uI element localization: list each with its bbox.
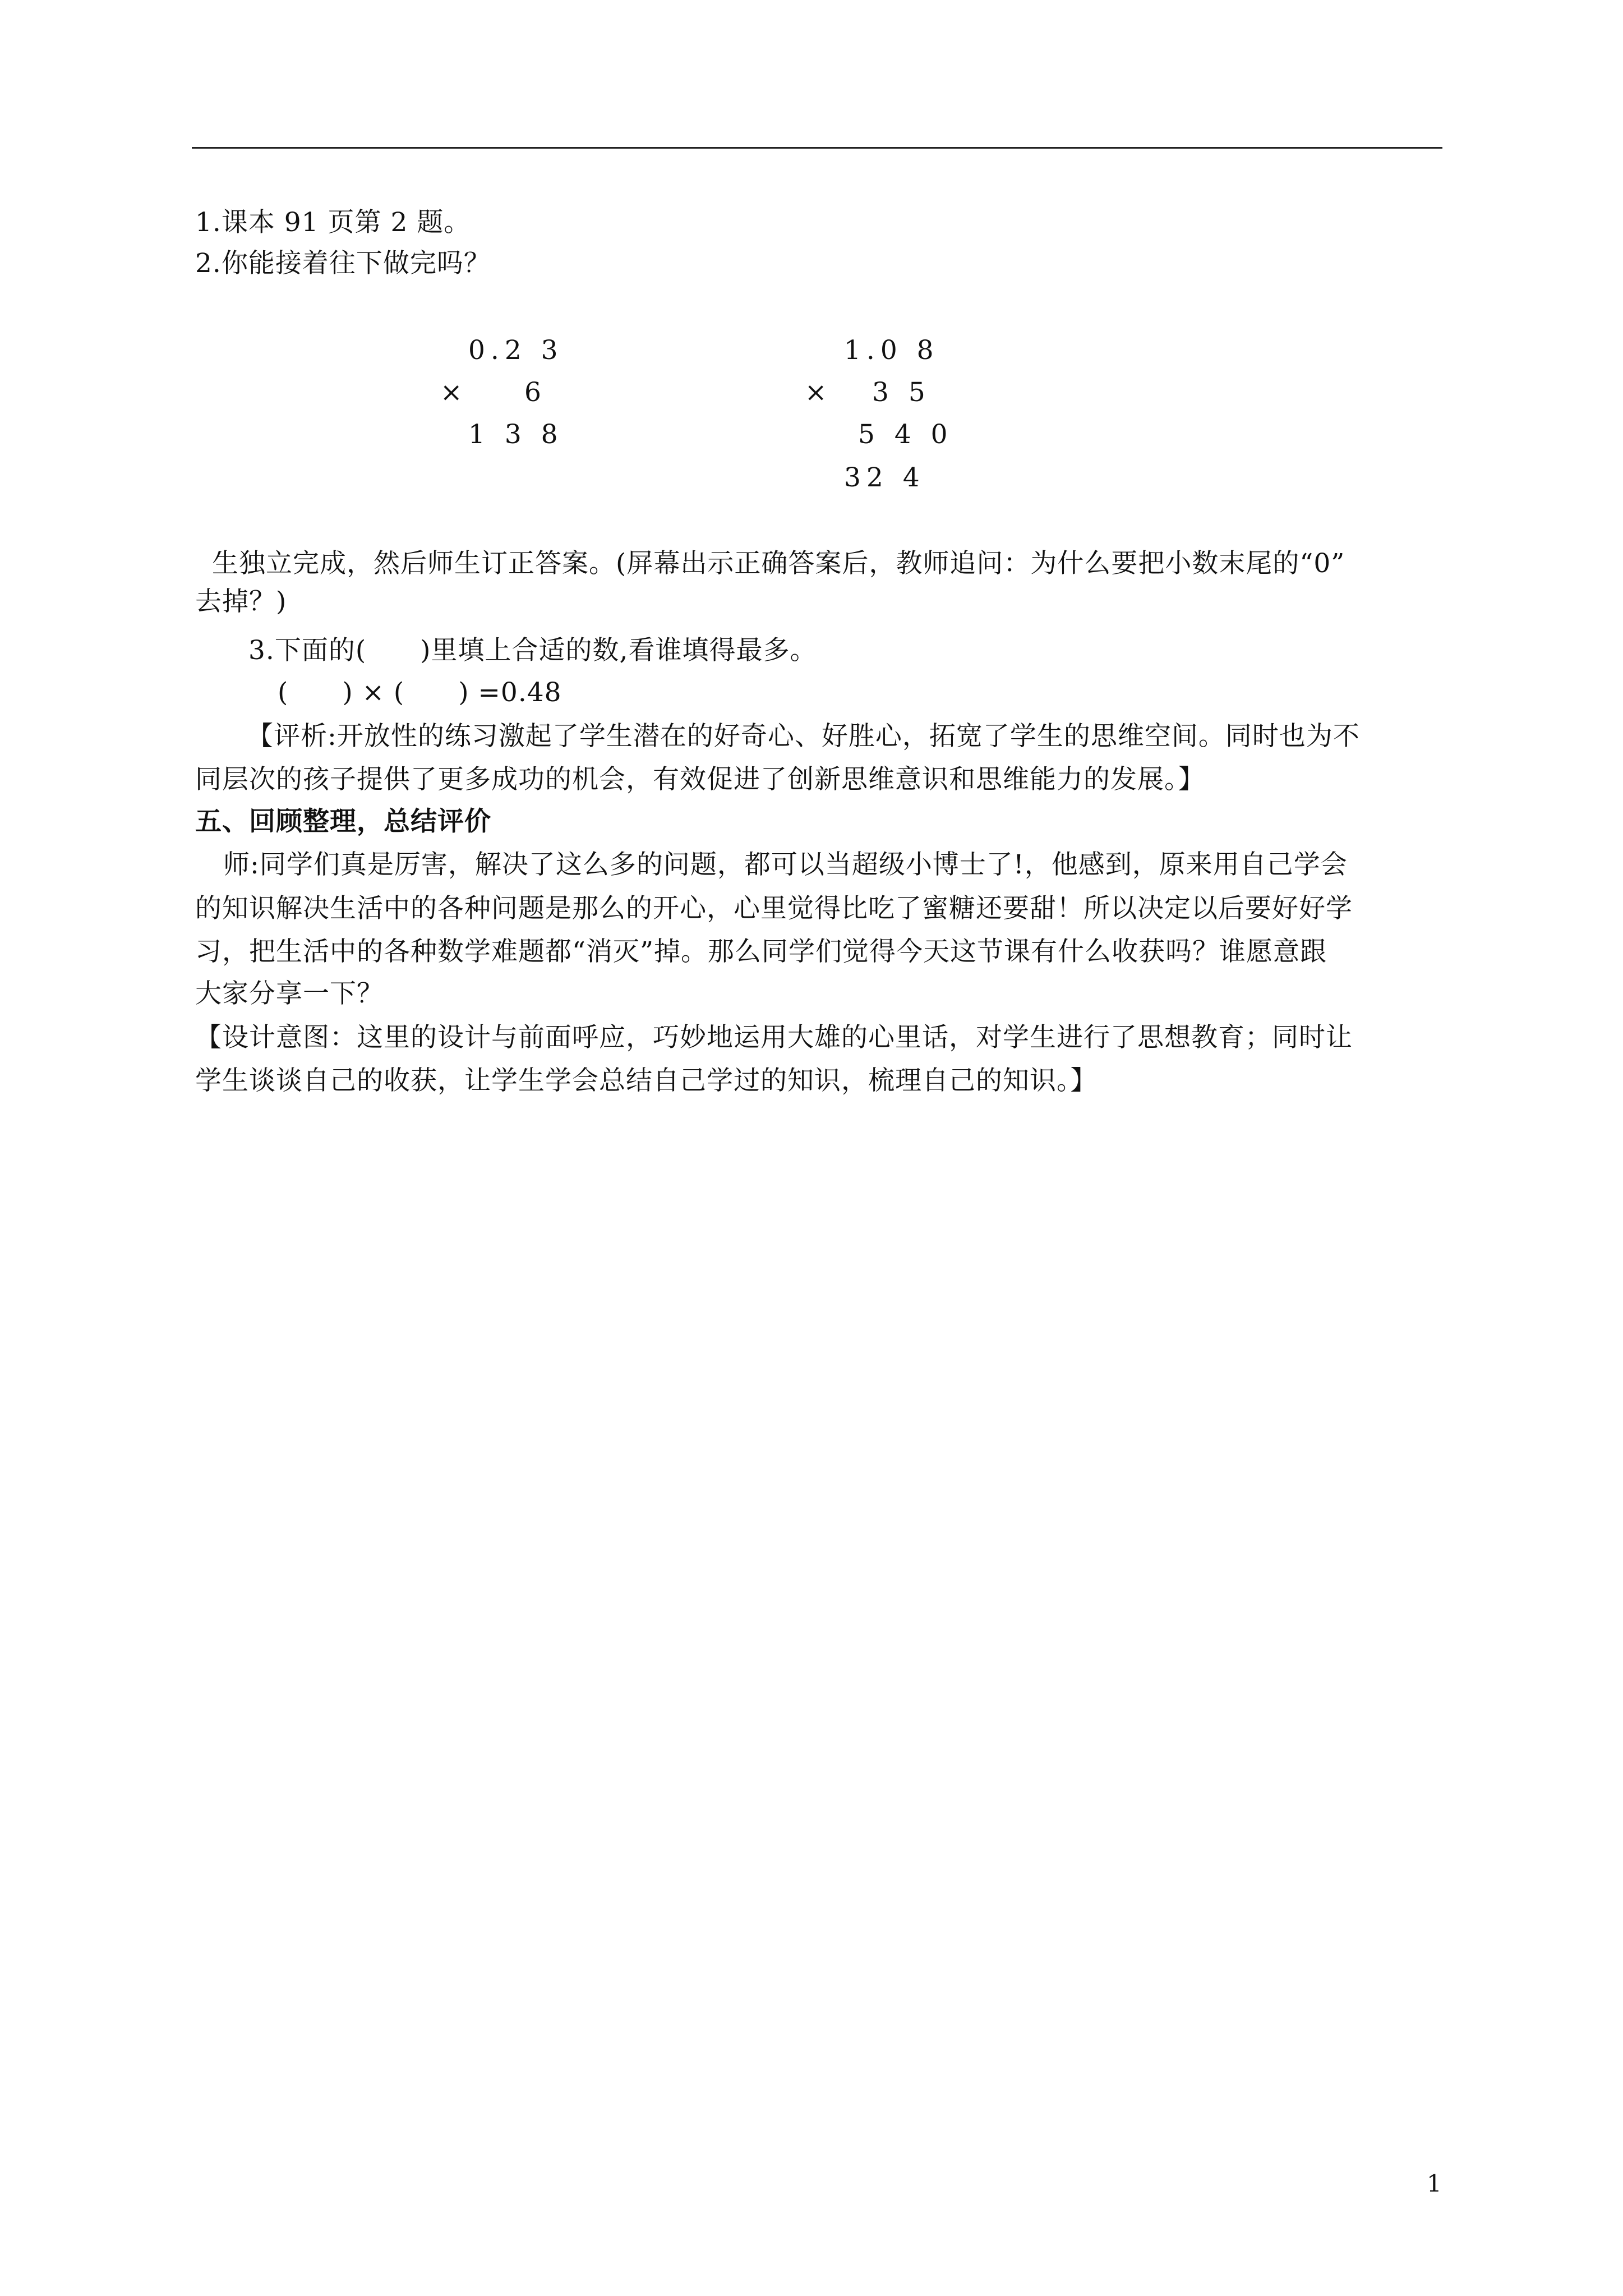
calc-left-times-sign: × <box>440 377 468 408</box>
calc-left-partial-product: 1 3 8 <box>468 419 564 450</box>
header-rule <box>192 147 1442 149</box>
page-number: 1 <box>1427 2170 1442 2197</box>
calc-right-times-sign: × <box>805 377 833 408</box>
calc-right-partial-product-2: 32 4 <box>844 462 925 493</box>
review-comment-line-1: 【评析:开放性的练习激起了学生潜在的好奇心、好胜心，拓宽了学生的思维空间。同时也为不 <box>247 721 1360 752</box>
calc-right-partial-product-1: 5 4 0 <box>858 419 953 450</box>
design-intent-line-1: 【设计意图：这里的设计与前面呼应，巧妙地运用大雄的心里话，对学生进行了思想教育；同时让 <box>195 1022 1353 1053</box>
exercise-item-3-equation: ( ) × ( ) =0.48 <box>278 677 562 708</box>
calc-right-multiplicand: 1.0 8 <box>844 335 939 366</box>
teacher-speech-line-4: 大家分享一下？ <box>195 978 384 1009</box>
student-work-line-2: 去掉？) <box>195 586 287 617</box>
teacher-speech-line-3: 习，把生活中的各种数学难题都“消灭”掉。那么同学们觉得今天这节课有什么收获吗？谁愿意跟 <box>195 936 1327 967</box>
section-heading: 五、回顾整理，总结评价 <box>195 806 491 837</box>
exercise-item-2: 2.你能接着往下做完吗？ <box>195 248 491 279</box>
calc-right-multiplier: 3 5 <box>872 377 931 408</box>
design-intent-line-2: 学生谈谈自己的收获，让学生学会总结自己学过的知识，梳理自己的知识。】 <box>195 1065 1098 1096</box>
exercise-item-1: 1.课本 91 页第 2 题。 <box>195 207 471 238</box>
teacher-speech-line-1: 师:同学们真是厉害，解决了这么多的问题，都可以当超级小博士了!，他感到，原来用自己学会 <box>223 849 1348 880</box>
calc-left-multiplier: 6 <box>524 377 547 408</box>
teacher-speech-line-2: 的知识解决生活中的各种问题是那么的开心，心里觉得比吃了蜜糖还要甜！所以决定以后要好好学 <box>195 893 1353 924</box>
exercise-item-3: 3.下面的( )里填上合适的数,看谁填得最多。 <box>248 635 817 666</box>
review-comment-line-2: 同层次的孩子提供了更多成功的机会，有效促进了创新思维意识和思维能力的发展。】 <box>195 764 1205 795</box>
student-work-line-1: 生独立完成，然后师生订正答案。(屏幕出示正确答案后，教师追问：为什么要把小数末尾的“0” <box>212 548 1345 579</box>
calc-left-multiplicand: 0.2 3 <box>468 335 564 366</box>
